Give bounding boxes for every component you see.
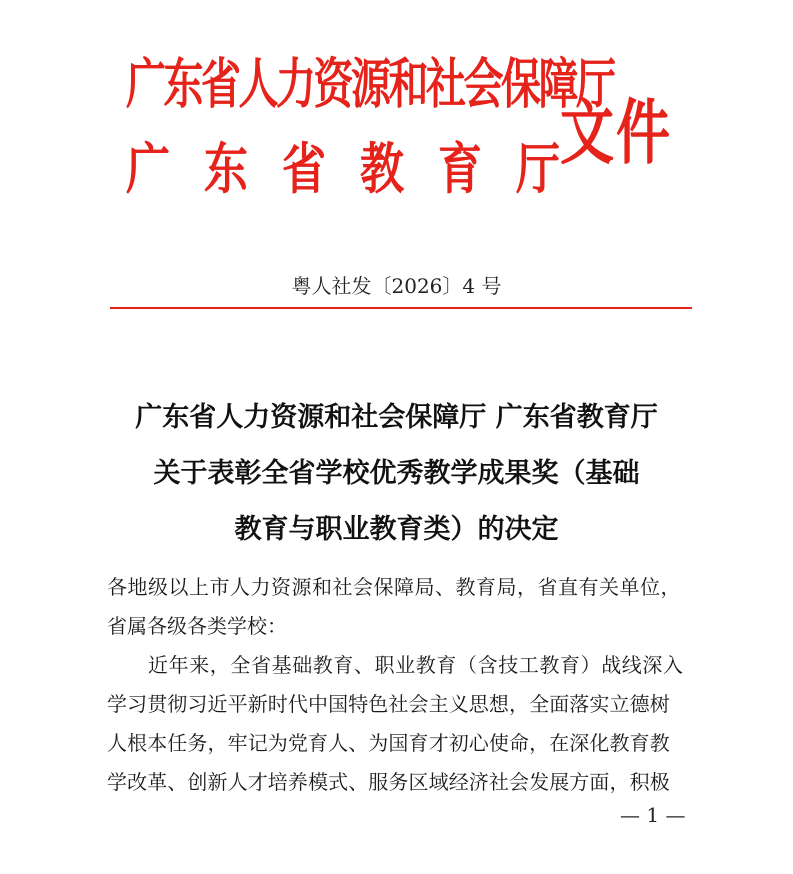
page-number: — 1 — [620, 803, 686, 827]
letterhead-document-word: 文件 [560, 90, 672, 174]
title-line: 关于表彰全省学校优秀教学成果奖（基础 [153, 458, 640, 489]
document-title [0, 390, 793, 558]
paragraph-line: 近年来，全省基础教育、职业教育（含技工教育）战线深入 [148, 653, 684, 677]
paragraph-line: 学习贯彻习近平新时代中国特色社会主义思想，全面落实立德树 [107, 692, 670, 716]
paragraph-line: 人根本任务，牢记为党育人、为国育才初心使命，在深化教育教 [107, 731, 670, 755]
document-number: 粤人社发〔2026〕4 号 [291, 274, 502, 298]
salutation-line: 省属各级各类学校： [107, 614, 287, 638]
issuer-name-hr-department: 广东省人力资源和社会保障厅 [126, 52, 614, 117]
title-line: 教育与职业教育类）的决定 [234, 514, 559, 545]
salutation-line: 各地级以上市人力资源和社会保障局、教育局，省直有关单位， [107, 575, 681, 599]
red-divider-line [110, 307, 692, 309]
issuer-name-education-department: 广东省教育厅 [126, 138, 594, 202]
title-line: 广东省人力资源和社会保障厅 广东省教育厅 [135, 402, 658, 433]
document-body [107, 568, 687, 802]
paragraph-line: 学改革、创新人才培养模式、服务区域经济社会发展方面，积极 [107, 770, 670, 794]
